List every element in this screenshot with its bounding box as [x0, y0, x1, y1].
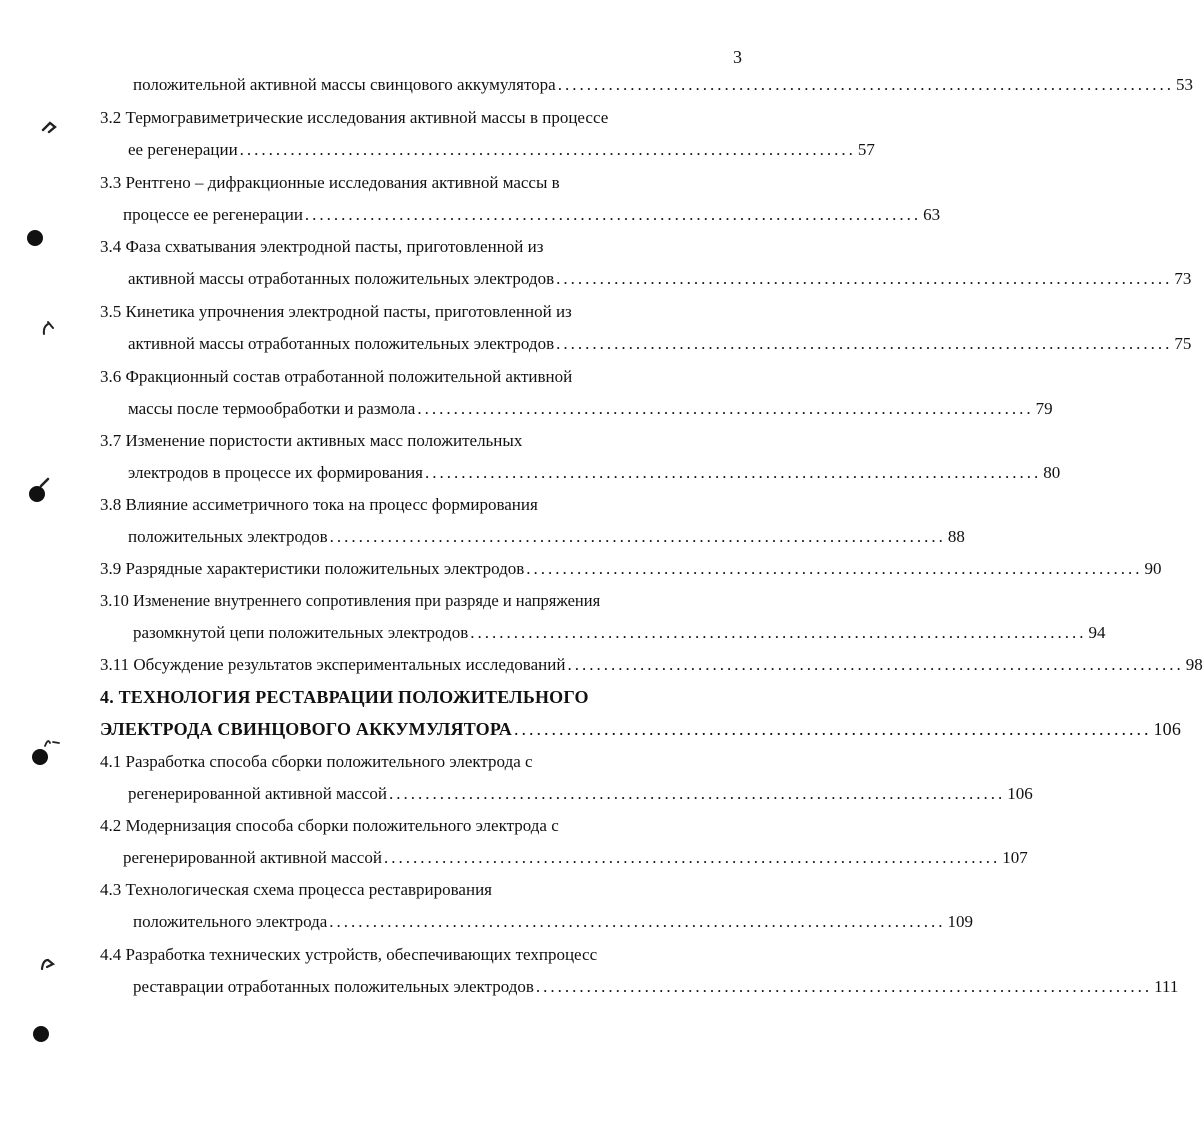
toc-entry	[100, 589, 600, 613]
toc-entry	[133, 73, 1193, 97]
toc-entry-text: 3.5 Кинетика упрочнения электродной пасты, приготовленной из	[100, 302, 572, 321]
dot-leader: .....................................................................................	[425, 463, 1042, 482]
toc-entry	[133, 621, 1106, 645]
punch-hole-mark	[32, 749, 48, 765]
toc-entry-text: электродов в процессе их формирования	[128, 463, 423, 482]
chapter-heading	[100, 717, 1182, 741]
toc-entry-text: 3.11 Обсуждение результатов экспериментальных исследований	[100, 655, 566, 674]
scribble-mark	[40, 118, 60, 136]
toc-page-number: 53	[1175, 75, 1193, 94]
chapter-heading	[100, 685, 589, 709]
dot-leader: .....................................................................................	[239, 140, 856, 159]
toc-entry-text: положительного электрода	[133, 912, 328, 931]
toc-entry	[100, 493, 538, 517]
toc-page-number: 111	[1154, 977, 1179, 996]
toc-entry	[123, 846, 1028, 870]
toc-entry	[100, 814, 559, 838]
toc-page-number: 90	[1144, 559, 1162, 578]
dot-leader: .....................................................................................	[526, 559, 1143, 578]
toc-page-number: 106	[1153, 719, 1182, 739]
scribble-mark	[38, 476, 52, 490]
toc-page-number: 109	[947, 912, 974, 931]
toc-entry	[100, 300, 572, 324]
dot-leader: .....................................................................................	[304, 205, 922, 224]
toc-entry-text: 4.3 Технологическая схема процесса реставрирования	[100, 880, 492, 899]
toc-entry	[100, 878, 492, 902]
dot-leader: .....................................................................................	[470, 623, 1087, 642]
toc-page-number: 57	[857, 140, 875, 159]
toc-entry-text: 3.6 Фракционный состав отработанной положительной активной	[100, 367, 573, 386]
toc-page-number: 79	[1035, 399, 1053, 418]
toc-entry	[100, 557, 1162, 581]
toc-entry	[128, 525, 965, 549]
dot-leader: .....................................................................................	[388, 784, 1006, 803]
toc-entry	[123, 203, 941, 227]
dot-leader: .....................................................................................	[535, 977, 1153, 996]
toc-entry	[128, 332, 1192, 356]
toc-entry-text: 4.2 Модернизация способа сборки положительного электрода с	[100, 816, 559, 835]
toc-entry-text: регенерированной активной массой	[123, 848, 382, 867]
toc-entry	[100, 365, 572, 389]
toc-entry-text: 3.10 Изменение внутреннего сопротивления при разряде и напряжения	[100, 591, 601, 610]
dot-leader: .....................................................................................	[417, 399, 1034, 418]
toc-page-number: 73	[1174, 269, 1192, 288]
toc-entry	[133, 910, 974, 934]
toc-entry-text: 3.9 Разрядные характеристики положительных электродов	[100, 559, 525, 578]
toc-entry-text: 3.8 Влияние ассиметричного тока на процесс формирования	[100, 495, 538, 514]
page-number: 3	[733, 47, 742, 67]
toc-entry	[100, 943, 597, 967]
chapter-heading-text: 4. ТЕХНОЛОГИЯ РЕСТАВРАЦИИ ПОЛОЖИТЕЛЬНОГО	[100, 687, 589, 707]
punch-hole-mark	[27, 230, 43, 246]
toc-entry-text: 3.4 Фаза схватывания электродной пасты, приготовленной из	[100, 237, 544, 256]
dot-leader: .....................................................................................	[513, 719, 1152, 739]
toc-entry	[133, 975, 1179, 999]
toc-entry	[100, 653, 1203, 677]
toc-entry-text: реставрации отработанных положительных электродов	[133, 977, 534, 996]
scribble-mark	[38, 955, 58, 973]
toc-entry	[128, 397, 1053, 421]
toc-entry-text: 3.2 Термогравиметрические исследования активной массы в процессе	[100, 108, 609, 127]
toc-entry	[100, 106, 608, 130]
toc-entry	[128, 138, 875, 162]
toc-page-number: 88	[947, 527, 965, 546]
toc-entry	[100, 750, 533, 774]
dot-leader: .....................................................................................	[556, 269, 1173, 288]
toc-page-number: 107	[1002, 848, 1028, 867]
toc-entry	[128, 267, 1192, 291]
toc-entry	[128, 782, 1033, 806]
dot-leader: .....................................................................................	[567, 655, 1184, 674]
toc-entry-text: процессе ее регенерации	[123, 205, 303, 224]
scribble-mark	[42, 735, 62, 749]
toc-page-number: 63	[923, 205, 941, 224]
dot-leader: .....................................................................................	[329, 912, 946, 931]
toc-entry	[100, 429, 522, 453]
toc-entry-text: массы после термообработки и размола	[128, 399, 416, 418]
toc-entry-text: регенерированной активной массой	[128, 784, 387, 803]
punch-hole-mark	[33, 1026, 49, 1042]
dot-leader: .....................................................................................	[557, 75, 1174, 94]
toc-entry-text: 3.3 Рентгено – дифракционные исследования активной массы в	[100, 173, 560, 192]
toc-entry-text: ее регенерации	[128, 140, 238, 159]
toc-page-number: 98	[1185, 655, 1203, 674]
chapter-heading-text: ЭЛЕКТРОДА СВИНЦОВОГО АККУМУЛЯТОРА	[100, 719, 512, 739]
toc-entry-text: разомкнутой цепи положительных электродов	[133, 623, 469, 642]
toc-entry-text: 3.7 Изменение пористости активных масс положительных	[100, 431, 523, 450]
toc-entry-text: положительной активной массы свинцового аккумулятора	[133, 75, 556, 94]
toc-entry	[100, 235, 543, 259]
toc-entry	[100, 171, 560, 195]
toc-entry	[128, 461, 1061, 485]
toc-entry-text: активной массы отработанных положительных электродов	[128, 269, 555, 288]
toc-page-number: 75	[1174, 334, 1192, 353]
toc-page-number: 94	[1088, 623, 1106, 642]
dot-leader: .....................................................................................	[383, 848, 1001, 867]
dot-leader: .....................................................................................	[329, 527, 946, 546]
toc-page-number: 80	[1043, 463, 1061, 482]
toc-entry-text: 4.4 Разработка технических устройств, обеспечивающих техпроцесс	[100, 945, 598, 964]
toc-page-number: 106	[1007, 784, 1033, 803]
toc-entry-text: активной массы отработанных положительных электродов	[128, 334, 555, 353]
toc-entry-text: положительных электродов	[128, 527, 328, 546]
toc-entry-text: 4.1 Разработка способа сборки положительного электрода с	[100, 752, 533, 771]
scribble-mark	[40, 318, 58, 338]
dot-leader: .....................................................................................	[556, 334, 1173, 353]
